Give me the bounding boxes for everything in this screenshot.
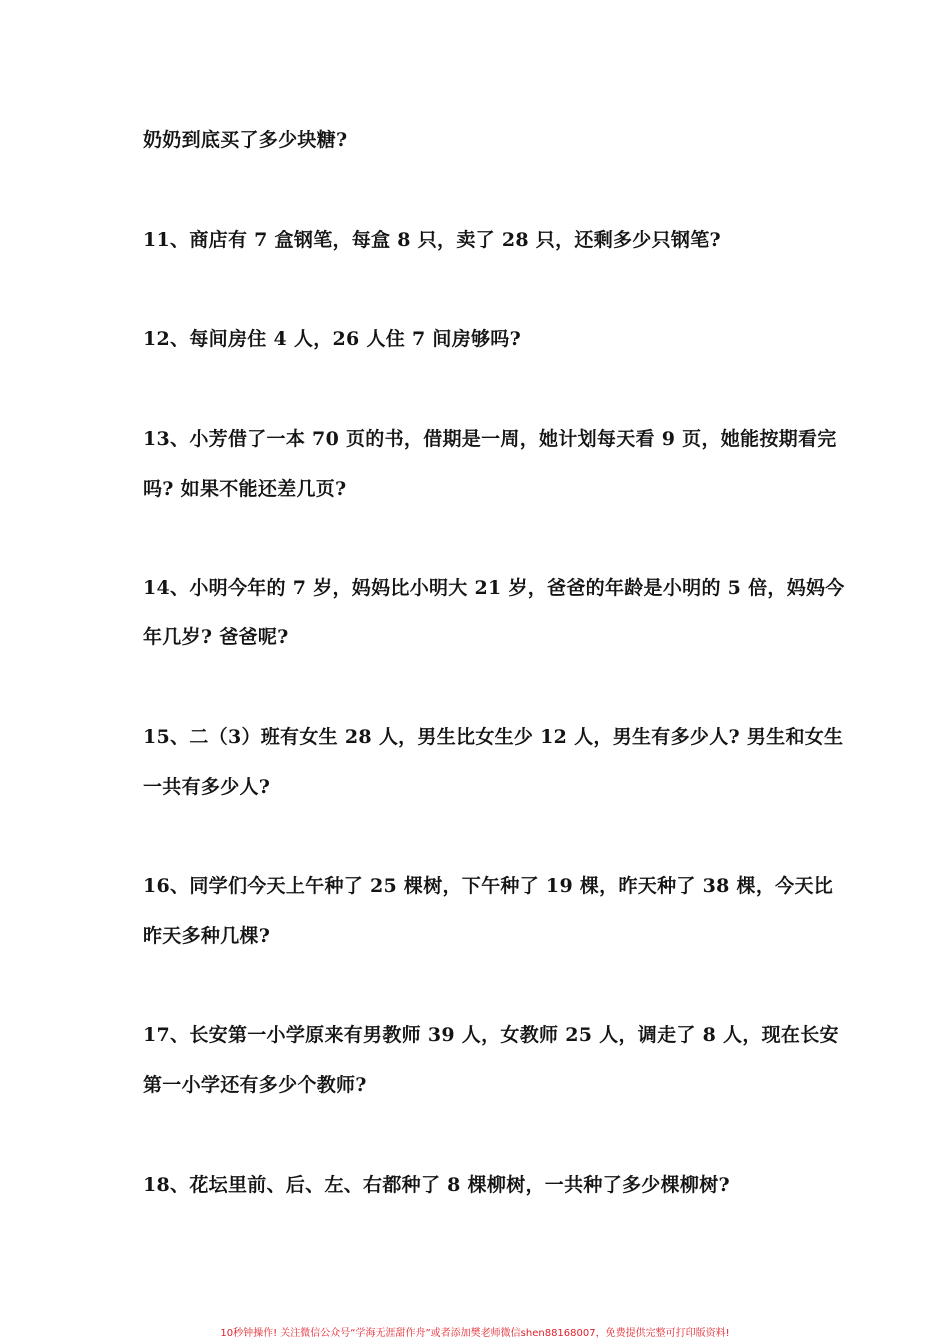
problem-17-line-1: 17、长安第一小学原来有男教师 39 人，女教师 25 人，调走了 8 人，现在长安 <box>143 1024 839 1046</box>
problem-16-line-1: 16、同学们今天上午种了 25 棵树，下午种了 19 棵，昨天种了 38 棵，今天比 <box>143 875 834 897</box>
problem-18-line-1: 18、花坛里前、后、左、右都种了 8 棵柳树，一共种了多少棵柳树? <box>143 1174 730 1196</box>
footer-promo-text: 10秒钟操作! 关注微信公众号“学海无涯甜作舟”或者添加樊老师微信shen88168007，免费提供完整可打印版资料! <box>220 1328 730 1339</box>
problem-15-line-1: 15、二（3）班有女生 28 人，男生比女生少 12 人，男生有多少人? 男生和女生 <box>143 726 844 748</box>
continuation-line: 奶奶到底买了多少块糖? <box>143 129 348 151</box>
problem-12-line-1: 12、每间房住 4 人，26 人住 7 间房够吗? <box>143 328 522 350</box>
problem-11-line-1: 11、商店有 7 盒钢笔，每盒 8 只，卖了 28 只，还剩多少只钢笔? <box>143 229 721 251</box>
problem-13-line-1: 13、小芳借了一本 70 页的书，借期是一周，她计划每天看 9 页，她能按期看完 <box>143 428 837 450</box>
problem-15-line-2: 一共有多少人? <box>143 776 271 798</box>
problem-17-line-2: 第一小学还有多少个教师? <box>143 1074 367 1096</box>
problem-14-line-1: 14、小明今年的 7 岁，妈妈比小明大 21 岁，爸爸的年龄是小明的 5 倍，妈妈今 <box>143 577 845 599</box>
problem-14-line-2: 年几岁? 爸爸呢? <box>143 626 289 648</box>
problem-16-line-2: 昨天多种几棵? <box>143 925 271 947</box>
problem-13-line-2: 吗? 如果不能还差几页? <box>143 478 347 500</box>
